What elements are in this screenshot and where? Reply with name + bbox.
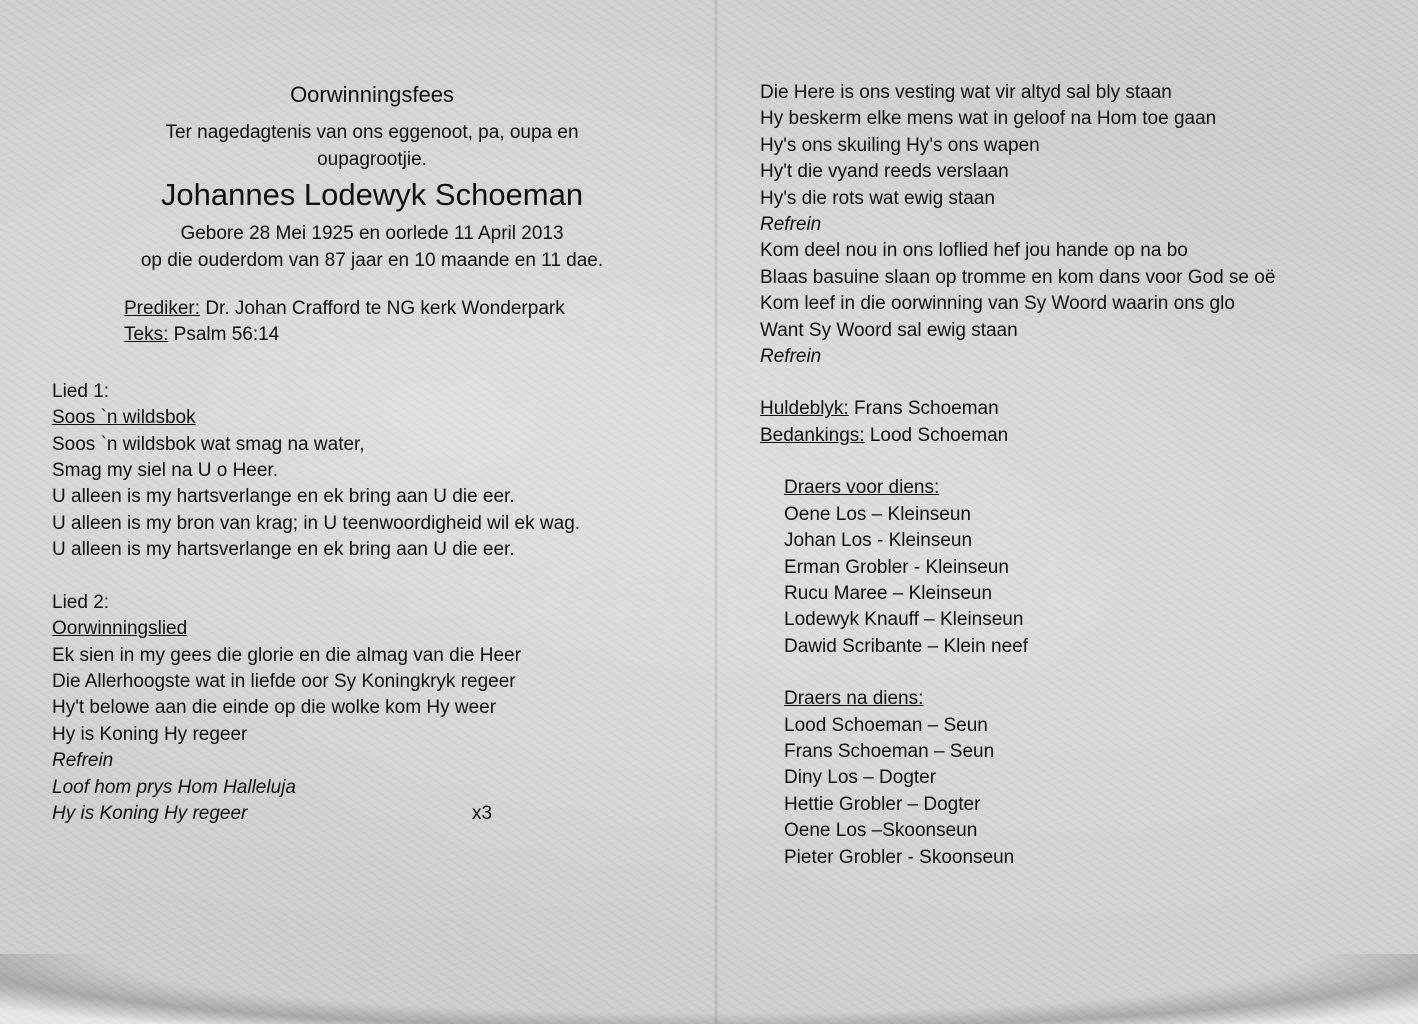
huldeblyk-row — [760, 396, 1400, 422]
bedankings-value: Lood Schoeman — [869, 424, 1009, 446]
verse-line: Die Here is ons vesting wat vir altyd sal bly staan — [760, 82, 1172, 103]
dates-line-2: op die ouderdom van 87 jaar en 10 maande en 11 dae. — [140, 249, 604, 271]
list-item: Erman Grobler - Kleinseun — [784, 556, 1009, 578]
teks-value: Psalm 56:14 — [173, 324, 280, 346]
dates-line-1: Gebore 28 Mei 1925 en oorlede 11 April 2013 — [180, 223, 564, 245]
lied-2-title: Oorwinningslied — [52, 618, 188, 640]
right-page — [760, 80, 1400, 871]
lied-1-line: U alleen is my hartsverlange en ek bring aan U die eer. — [52, 539, 515, 561]
draers-na-title: Draers na diens: — [784, 688, 924, 710]
lied-2-refrein-line: Loof hom prys Hom Halleluja — [52, 776, 296, 798]
page-curl-shadow — [0, 954, 1418, 1024]
lied-2-line: Hy't belowe aan die einde op die wolke kom Hy weer — [52, 697, 497, 719]
repeat-marker: x3 — [472, 802, 493, 824]
draers-voor-diens — [760, 475, 1400, 660]
list-item: Pieter Grobler - Skoonseun — [784, 846, 1015, 868]
prediker-label: Prediker: — [124, 298, 201, 320]
verse-line: Kom leef in die oorwinning van Sy Woord waarin ons glo — [760, 293, 1235, 315]
lied-2-line: Ek sien in my gees die glorie en die almag van die Heer — [52, 644, 521, 666]
list-item: Hettie Grobler – Dogter — [784, 793, 981, 815]
lied-1-line: U alleen is my bron van krag; in U teenwoordigheid wil ek wag. — [52, 512, 581, 534]
list-item: Johan Los - Kleinseun — [784, 530, 973, 552]
lied-1-line: U alleen is my hartsverlange en ek bring aan U die eer. — [52, 486, 515, 508]
teks-row — [124, 322, 692, 348]
lied-2-label: Lied 2: — [52, 591, 110, 613]
list-item: Rucu Maree – Kleinseun — [784, 582, 993, 604]
page-fold — [714, 0, 718, 1024]
refrein-label: Refrein — [760, 214, 822, 236]
refrein-label: Refrein — [760, 346, 822, 368]
header-block — [52, 82, 692, 274]
list-item: Oene Los –Skoonseun — [784, 820, 978, 842]
lied-2-refrein-line: Hy is Koning Hy regeer — [52, 802, 248, 824]
bedankings-label: Bedankings: — [760, 424, 865, 446]
lied-2 — [52, 590, 692, 828]
verse-line: Hy's ons skuiling Hy's ons wapen — [760, 134, 1040, 156]
teks-label: Teks: — [124, 324, 169, 346]
deceased-name: Johannes Lodewyk Schoeman — [160, 177, 584, 213]
verse-line: Kom deel nou in ons loflied hef jou hande op na bo — [760, 240, 1188, 262]
draers-voor-title: Draers voor diens: — [784, 477, 940, 499]
list-item: Oene Los – Kleinseun — [784, 503, 971, 525]
service-info — [52, 296, 692, 349]
page-heading: Oorwinningsfees — [290, 82, 454, 107]
list-item: Frans Schoeman – Seun — [784, 740, 995, 762]
draers-na-diens — [760, 686, 1400, 871]
verse-line: Hy's die rots wat ewig staan — [760, 187, 995, 209]
intro-line-1: Ter nagedagtenis van ons eggenoot, pa, oupa en — [165, 122, 579, 144]
lied-2-refrein-label: Refrein — [52, 750, 114, 772]
list-item: Dawid Scribante – Klein neef — [784, 635, 1028, 657]
lied-1-line: Smag my siel na U o Heer. — [52, 460, 278, 482]
lied-1 — [52, 379, 692, 564]
verse-line: Hy't die vyand reeds verslaan — [760, 161, 1009, 183]
verse-line: Blaas basuine slaan op tromme en kom dans voor God se oë — [760, 266, 1276, 288]
bedankings-row — [760, 423, 1400, 449]
huldeblyk-value: Frans Schoeman — [854, 398, 999, 420]
prediker-row — [124, 296, 692, 322]
lied-1-line: Soos `n wildsbok wat smag na water, — [52, 433, 365, 455]
list-item: Diny Los – Dogter — [784, 767, 937, 789]
left-page — [52, 82, 692, 827]
list-item: Lood Schoeman – Seun — [784, 714, 988, 736]
prediker-value: Dr. Johan Crafford te NG kerk Wonderpark — [205, 298, 565, 320]
verse-line: Hy beskerm elke mens wat in geloof na Hom toe gaan — [760, 108, 1217, 130]
lied-2-refrein-repeat-row — [52, 801, 692, 827]
lied-1-title: Soos `n wildsbok — [52, 407, 196, 429]
lied-1-label: Lied 1: — [52, 380, 110, 402]
lied-2-line: Die Allerhoogste wat in liefde oor Sy Koningkryk regeer — [52, 670, 516, 692]
verse-line: Want Sy Woord sal ewig staan — [760, 319, 1018, 341]
intro-line-2: oupagrootjie. — [317, 148, 427, 170]
huldeblyk-label: Huldeblyk: — [760, 398, 849, 420]
list-item: Lodewyk Knauff – Kleinseun — [784, 609, 1024, 631]
lied-2-line: Hy is Koning Hy regeer — [52, 723, 248, 745]
